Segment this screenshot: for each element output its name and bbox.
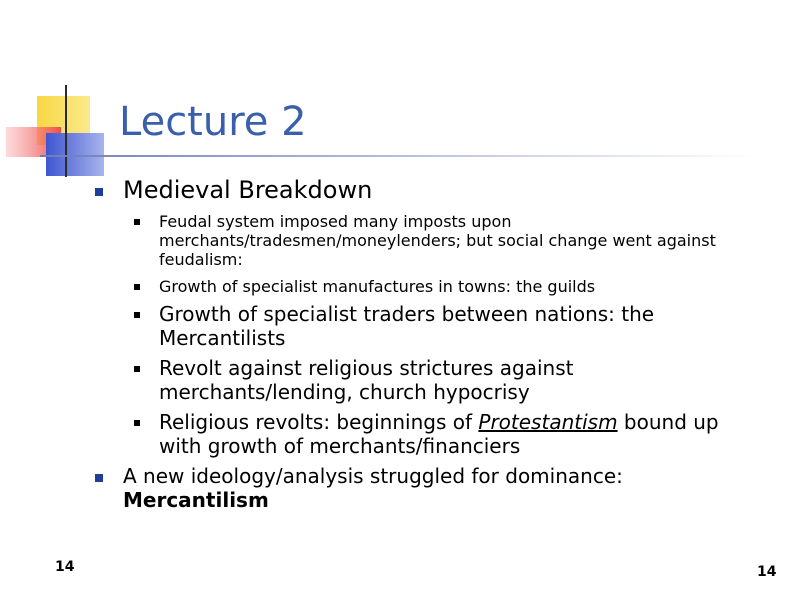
sub-bullet-square-icon xyxy=(134,366,140,372)
sub-bullet-square-icon xyxy=(134,219,140,225)
sub-bullet-text: Feudal system imposed many imposts upon merchants/tradesmen/moneylenders; but social change went against feudalism: xyxy=(159,212,716,269)
sub-bullet-text-before: Religious revolts: beginnings of xyxy=(159,410,473,434)
sub-bullet-text: Growth of specialist manufactures in towns: the guilds xyxy=(159,277,596,296)
bullet-text: A new ideology/analysis struggled for dominance: xyxy=(123,464,623,488)
bullet-item xyxy=(92,176,742,204)
sub-bullet-text: Growth of specialist traders between nations: the Mercantilists xyxy=(159,302,655,350)
slide-title: Lecture 2 xyxy=(119,99,307,145)
sub-bullet-square-icon xyxy=(134,420,140,426)
horizontal-rule xyxy=(40,155,760,157)
sub-bullet-item xyxy=(92,212,742,269)
sub-bullet-item xyxy=(92,277,742,296)
sub-bullet-item xyxy=(92,302,742,350)
blue-block xyxy=(46,133,104,176)
vertical-rule xyxy=(65,85,67,177)
sub-bullet-square-icon xyxy=(134,284,140,290)
sub-bullet-text: Revolt against religious strictures against merchants/lending, church hypocrisy xyxy=(159,356,574,404)
sub-bullet-square-icon xyxy=(134,312,140,318)
bullet-square-icon xyxy=(95,188,103,196)
protestantism-emphasis: Protestantism xyxy=(478,410,618,434)
sub-bullet-item xyxy=(92,356,742,404)
slide-content xyxy=(92,176,742,512)
sub-bullet-text-after: bound up with growth of merchants/financiers xyxy=(159,410,719,458)
footer-left-number: 14 xyxy=(55,559,75,575)
bullet-text: Medieval Breakdown xyxy=(123,176,373,204)
bullet-square-icon xyxy=(95,474,103,482)
bullet-item xyxy=(92,464,742,512)
footer-right-number: 14 xyxy=(757,564,777,580)
mercantilism-emphasis: Mercantilism xyxy=(123,488,269,512)
sub-bullet-item xyxy=(92,410,742,458)
